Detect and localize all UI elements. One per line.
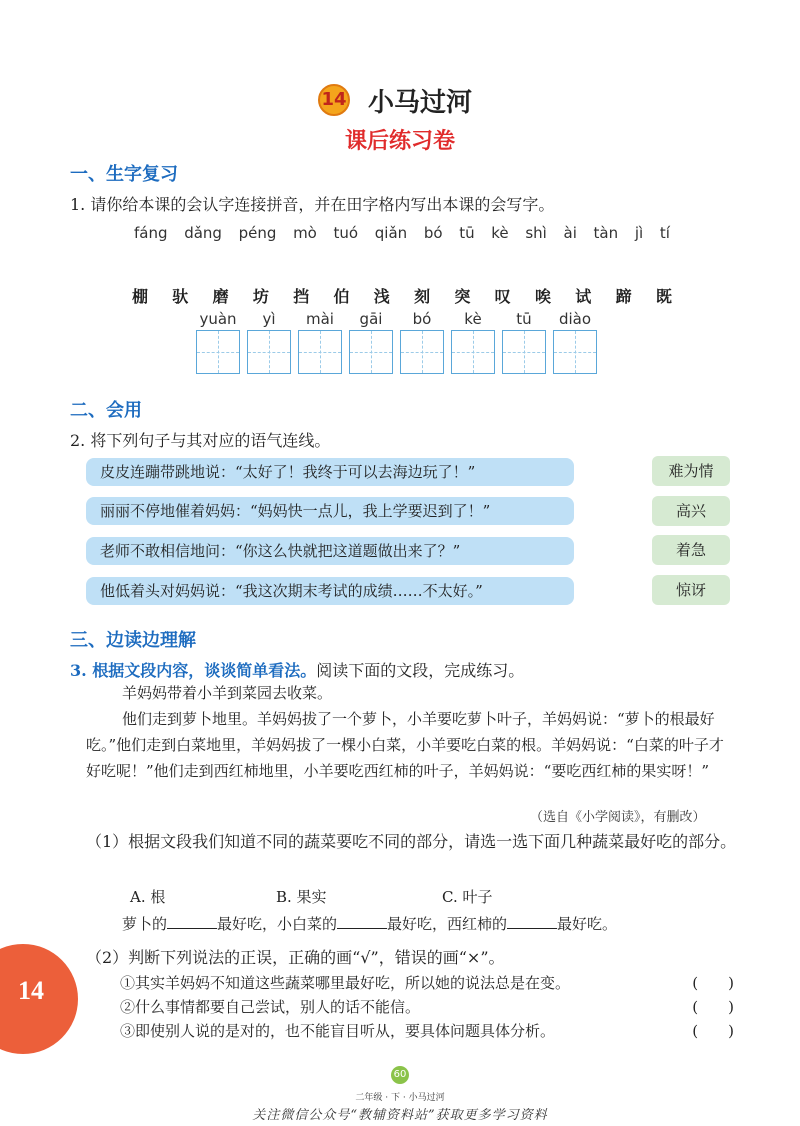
judgement-text: ①其实羊妈妈不知道这些蔬菜哪里最好吃，所以她的说法总是在变。 xyxy=(120,974,571,992)
judgement-text: ③即使别人说的是对的，也不能盲目听从，要具体问题具体分析。 xyxy=(120,1022,556,1040)
tone-option[interactable]: 难为情 xyxy=(652,456,730,486)
writing-cell xyxy=(400,308,444,374)
cell-pinyin: yì xyxy=(262,310,276,328)
pinyin-item[interactable]: shì xyxy=(525,224,547,242)
question-3 xyxy=(70,658,524,681)
sub-question-2: （2）判断下列说法的正误，正确的画“√”，错误的画“×”。 xyxy=(86,948,505,967)
fill-text: 最好吃，小白菜的 xyxy=(217,915,338,933)
characters-row xyxy=(132,284,672,307)
grade-line: 二年级 · 下 · 小马过河 xyxy=(355,1093,445,1103)
sentence-item[interactable]: 丽丽不停地催着妈妈：“妈妈快一点儿，我上学要迟到了！” xyxy=(86,497,574,525)
pinyin-item[interactable]: péng xyxy=(238,224,277,242)
question-1: 1. 请你给本课的会认字连接拼音，并在田字格内写出本课的会写字。 xyxy=(70,195,555,214)
pinyin-item[interactable]: tí xyxy=(659,224,670,242)
passage-paragraph: 他们走到萝卜地里。羊妈妈拔了一个萝卜，小羊要吃萝卜叶子，羊妈妈说：“萝卜的根最好吃。”他们走到白菜地里，羊妈妈拔了一棵小白菜，小羊要吃白菜的根。羊妈妈说：“白菜的叶子才好吃呢！”他们走到西红柿地里，小羊要吃西红柿的叶子，羊妈妈说：“要吃西红柿的果实呀！” xyxy=(86,710,724,780)
judgement-row xyxy=(120,1020,734,1041)
question-3-bold: 3. 根据文段内容，谈谈简单看法。 xyxy=(70,661,317,680)
lesson-number-badge: 14 xyxy=(318,84,350,116)
tianzige-box[interactable] xyxy=(553,330,597,374)
judgement-row xyxy=(120,972,734,993)
writing-cell xyxy=(553,308,597,374)
page-title: 小马过河 xyxy=(368,88,473,118)
tianzige-box[interactable] xyxy=(502,330,546,374)
judgement-text: ②什么事情都要自己尝试，别人的话不能信。 xyxy=(120,998,421,1016)
tianzige-box[interactable] xyxy=(298,330,342,374)
character-item[interactable]: 驮 xyxy=(172,287,189,306)
sentence-item[interactable]: 老师不敢相信地问：“你这么快就把这道题做出来了？” xyxy=(86,537,574,565)
writing-grid xyxy=(196,308,597,374)
tone-option[interactable]: 着急 xyxy=(652,535,730,565)
character-item[interactable]: 刻 xyxy=(414,287,431,306)
writing-cell xyxy=(451,308,495,374)
cell-pinyin: mài xyxy=(306,310,334,328)
option-a[interactable]: A. 根 xyxy=(130,888,166,906)
sentence-item[interactable]: 皮皮连蹦带跳地说：“太好了！我终于可以去海边玩了！” xyxy=(86,458,574,486)
character-item[interactable]: 唉 xyxy=(534,287,551,306)
pinyin-item[interactable]: jì xyxy=(634,224,644,242)
writing-cell xyxy=(196,308,240,374)
writing-cell xyxy=(502,308,546,374)
pinyin-item[interactable]: ài xyxy=(563,224,577,242)
character-item[interactable]: 伯 xyxy=(333,287,350,306)
tianzige-box[interactable] xyxy=(349,330,393,374)
option-b[interactable]: B. 果实 xyxy=(276,888,327,906)
pinyin-item[interactable]: tàn xyxy=(593,224,619,242)
pinyin-item[interactable]: mò xyxy=(293,224,317,242)
answer-bracket[interactable]: ( ) xyxy=(692,974,734,992)
tianzige-box[interactable] xyxy=(400,330,444,374)
fill-text: 最好吃。 xyxy=(557,915,618,933)
character-item[interactable]: 浅 xyxy=(373,287,390,306)
cell-pinyin: diào xyxy=(558,310,592,328)
pinyin-item[interactable]: kè xyxy=(491,224,509,242)
sub-question-1: （1）根据文段我们知道不同的蔬菜要吃不同的部分，请选一选下面几种蔬菜最好吃的部分。 xyxy=(86,832,737,851)
question-3-rest: 阅读下面的文段，完成练习。 xyxy=(316,661,525,680)
section-heading-2: 二、会用 xyxy=(70,400,142,421)
answer-bracket[interactable]: ( ) xyxy=(692,1022,734,1040)
tianzige-box[interactable] xyxy=(247,330,291,374)
judgement-row xyxy=(120,996,734,1017)
character-item[interactable]: 磨 xyxy=(212,287,229,306)
sentence-item[interactable]: 他低着头对妈妈说：“我这次期末考试的成绩……不太好。” xyxy=(86,577,574,605)
section-heading-3: 三、边读边理解 xyxy=(70,630,196,651)
character-item[interactable]: 突 xyxy=(454,287,471,306)
tianzige-box[interactable] xyxy=(196,330,240,374)
character-item[interactable]: 棚 xyxy=(132,287,149,306)
passage-paragraph: 羊妈妈带着小羊到菜园去收菜。 xyxy=(122,684,333,702)
side-lesson-number: 14 xyxy=(18,976,44,1005)
character-item[interactable]: 挡 xyxy=(293,287,310,306)
pinyin-item[interactable]: qiǎn xyxy=(374,224,408,242)
footer-note: 关注微信公众号“教辅资料站”获取更多学习资料 xyxy=(252,1108,548,1123)
cell-pinyin: tū xyxy=(516,310,532,328)
cell-pinyin: yuàn xyxy=(199,310,237,328)
cell-pinyin: gāi xyxy=(359,310,383,328)
tianzige-box[interactable] xyxy=(451,330,495,374)
fill-in-line xyxy=(122,912,617,934)
tone-option[interactable]: 惊讶 xyxy=(652,575,730,605)
pinyin-row xyxy=(134,224,670,242)
section-heading-1: 一、生字复习 xyxy=(70,164,178,185)
pinyin-item[interactable]: bó xyxy=(423,224,443,242)
page-number: 60 xyxy=(391,1066,409,1084)
pinyin-item[interactable]: tū xyxy=(459,224,475,242)
passage-source: （选自《小学阅读》，有删改） xyxy=(530,810,706,825)
question-2: 2. 将下列句子与其对应的语气连线。 xyxy=(70,431,331,450)
page-subtitle: 课后练习卷 xyxy=(344,129,455,154)
pinyin-item[interactable]: fáng xyxy=(134,224,168,242)
fill-text: 最好吃，西红柿的 xyxy=(387,915,508,933)
character-item[interactable]: 叹 xyxy=(494,287,511,306)
option-c[interactable]: C. 叶子 xyxy=(442,888,493,906)
pinyin-item[interactable]: dǎng xyxy=(184,224,222,242)
tone-option[interactable]: 高兴 xyxy=(652,496,730,526)
pinyin-item[interactable]: tuó xyxy=(333,224,359,242)
character-item[interactable]: 蹄 xyxy=(615,287,632,306)
writing-cell xyxy=(247,308,291,374)
character-item[interactable]: 坊 xyxy=(252,287,269,306)
character-item[interactable]: 试 xyxy=(575,287,592,306)
blank-field[interactable] xyxy=(167,912,217,929)
cell-pinyin: bó xyxy=(412,310,432,328)
cell-pinyin: kè xyxy=(464,310,482,328)
fill-text: 萝卜的 xyxy=(122,915,168,933)
blank-field[interactable] xyxy=(337,912,387,929)
writing-cell xyxy=(298,308,342,374)
blank-field[interactable] xyxy=(507,912,557,929)
writing-cell xyxy=(349,308,393,374)
answer-bracket[interactable]: ( ) xyxy=(692,998,734,1016)
character-item[interactable]: 既 xyxy=(655,287,672,306)
